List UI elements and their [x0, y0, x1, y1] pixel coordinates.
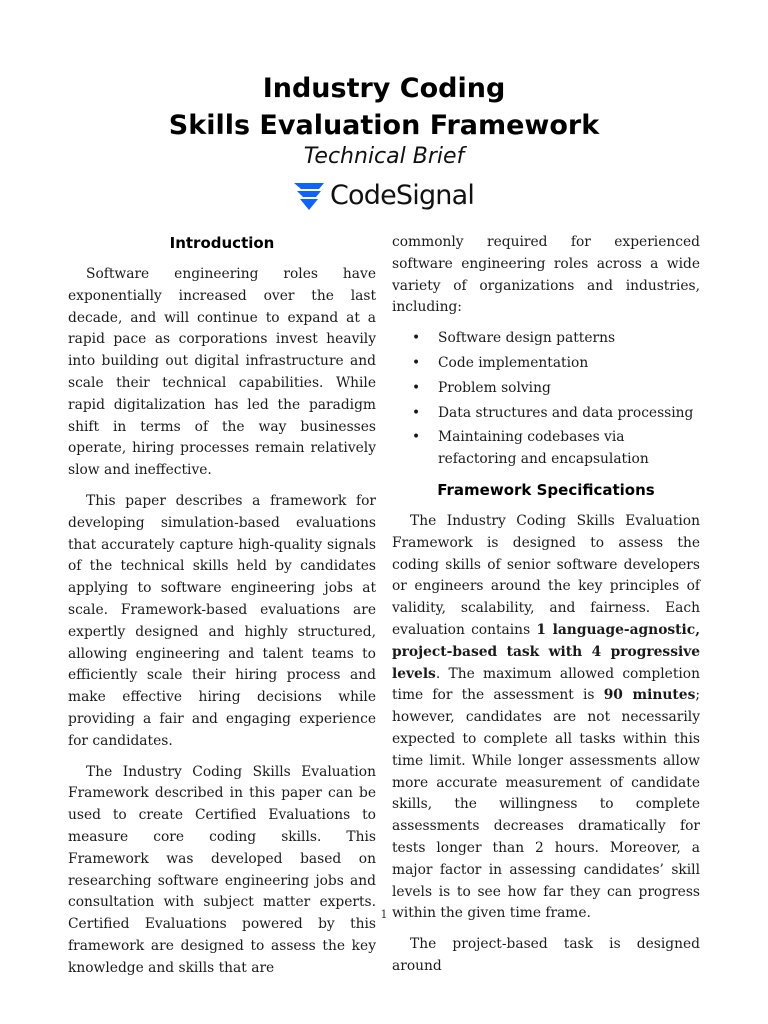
document-title: [0, 70, 768, 144]
codesignal-logo-icon: [292, 178, 326, 212]
intro-paragraph-1: Software engineering roles have exponentially increased over the last decade, and will continue to expand at a rapid pace as corporations invest heavily into building out digital infrastructure and scale their technical capabilities. While rapid digitalization has led the paradigm shift in terms of the way businesses operate, hiring processes remain relatively slow and ineffective.: [68, 266, 376, 479]
spec-text-c: ; however, candidates are not necessarily expected to complete all tasks within this time limit. While longer assessments allow more accurate measurement of candidate skills, the willingness to complete assessments decreases dramatically for tests longer than 2 hours. Moreover, a major factor in assessing candidates’ skill levels is to see how far they can progress within the given time frame.: [392, 687, 700, 922]
spec-paragraph-2: The project-based task is designed around: [392, 936, 700, 974]
list-item-text: Software design patterns: [438, 330, 616, 347]
spec-text-b: . The maximum allowed completion time for the assessment is: [392, 665, 700, 704]
intro-paragraph-2: This paper describes a framework for developing simulation-based evaluations that accurately capture high-quality signals of the technical skills held by candidates applying to software engineering jobs at scale. Framework-based evaluations are expertly designed and highly structured, allowing engineering and talent teams to efficiently scale their hiring process and make effective hiring decisions while providing a fair and engaging experience for candidates.: [68, 492, 376, 749]
page-number: 1: [380, 908, 388, 921]
introduction-heading: Introduction: [169, 234, 275, 252]
list-item-text: Maintaining codebases via refactoring and encapsulation: [438, 429, 649, 468]
bullet-marker: •: [412, 379, 421, 396]
task-structure-emphasis: 1 language-agnostic, project-based task with 4 progressive levels: [392, 621, 700, 682]
title-line-2: Skills Evaluation Framework: [168, 110, 600, 141]
spec-text-a: The Industry Coding Skills Evaluation Framework is designed to assess the coding skills of senior software developers or engineers around the key principles of validity, scalability, and fairness. Each evaluation contains: [392, 512, 700, 638]
list-item: [392, 378, 700, 400]
list-item: [392, 427, 700, 471]
logo-wordmark: CodeSignal: [330, 179, 475, 211]
bullet-marker: •: [412, 354, 421, 371]
intro-paragraph-4: commonly required for experienced software engineering roles across a wide variety of organizations and industries, including:: [392, 234, 700, 316]
list-item: [392, 353, 700, 375]
skills-list: [392, 328, 700, 471]
bullet-marker: •: [412, 429, 421, 446]
time-limit-emphasis: 90 minutes: [603, 687, 696, 704]
right-column: [392, 232, 700, 987]
title-line-1: Industry Coding: [262, 73, 506, 104]
list-item-text: Data structures and data processing: [438, 404, 694, 421]
intro-paragraph-3: The Industry Coding Skills Evaluation Framework described in this paper can be used to create Certified Evaluations to measure core coding skills. This Framework was developed based on researching software engineering jobs and consultation with subject matter experts. Certified Evaluations powered by this framework are designed to assess the key knowledge and skills that are: [68, 763, 376, 976]
spec-paragraph-1: [392, 511, 700, 925]
list-item: [392, 328, 700, 350]
list-item: [392, 403, 700, 425]
bullet-marker: •: [412, 404, 421, 421]
list-item-text: Problem solving: [438, 379, 551, 396]
list-item-text: Code implementation: [438, 354, 589, 371]
document-subtitle: Technical Brief: [303, 144, 465, 169]
framework-specifications-heading: Framework Specifications: [437, 480, 655, 499]
left-column: [68, 232, 376, 989]
bullet-marker: •: [412, 330, 421, 347]
codesignal-logo: [292, 176, 474, 214]
